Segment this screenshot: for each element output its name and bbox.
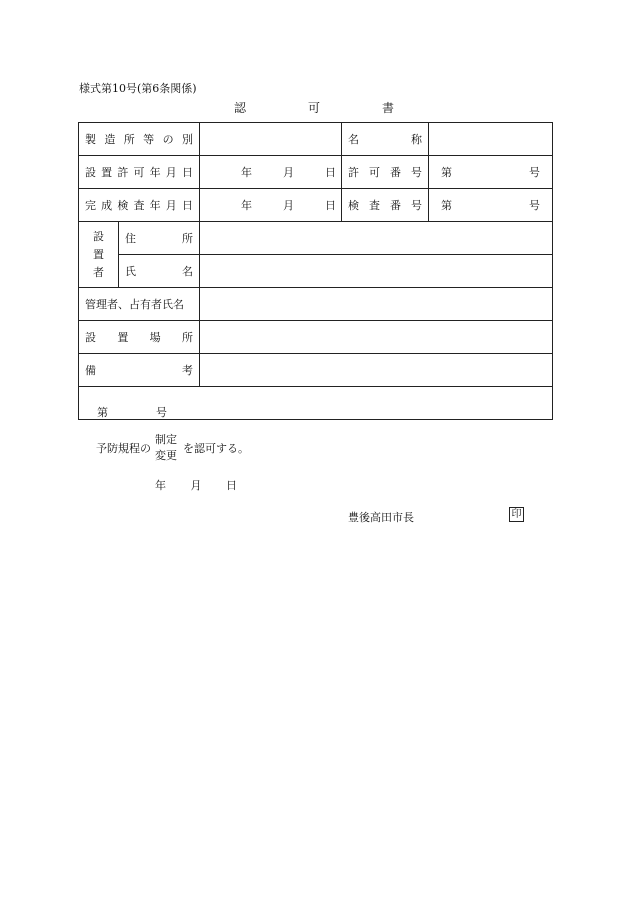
rule-options <box>155 432 177 464</box>
remarks-label: 備 考 <box>79 354 200 387</box>
factory-type-field[interactable] <box>200 123 342 156</box>
permit-number-field[interactable]: 第 号 <box>429 156 553 189</box>
document-title <box>234 99 394 116</box>
manager-label: 管理者、占有者氏名 <box>79 288 200 321</box>
rule-suffix: を認可する。 <box>183 442 249 455</box>
approval-number: 第 号 <box>97 406 167 419</box>
permit-form-table <box>78 122 553 524</box>
remarks-field[interactable] <box>200 354 553 387</box>
inspection-number-field[interactable]: 第 号 <box>429 189 553 222</box>
row-approval <box>79 387 553 420</box>
rule-option-enact: 制定 <box>155 433 177 446</box>
row-permit <box>79 156 553 189</box>
completion-date-field[interactable]: 年 月 日 <box>200 189 342 222</box>
installer-label: 設 置 者 <box>79 222 119 288</box>
approval-section <box>79 387 553 524</box>
location-field[interactable] <box>200 321 553 354</box>
mayor-title: 豊後高田市長 <box>348 511 414 524</box>
row-factory <box>79 123 553 156</box>
row-installer-name <box>79 255 553 288</box>
address-field[interactable] <box>200 222 553 255</box>
completion-date-label: 完 成 検 査 年 月 日 <box>79 189 200 222</box>
seal-mark: 印 <box>509 507 524 522</box>
row-manager <box>79 288 553 321</box>
row-completion <box>79 189 553 222</box>
form-number: 様式第10号(第6条関係) <box>79 82 197 95</box>
person-name-field[interactable] <box>200 255 553 288</box>
inspection-number-label: 検 査 番 号 <box>342 189 429 222</box>
location-label: 設 置 場 所 <box>79 321 200 354</box>
approval-date: 年 月 日 <box>155 479 237 492</box>
title-char: 認 <box>234 101 247 115</box>
permit-number-label: 許 可 番 号 <box>342 156 429 189</box>
permit-date-label: 設 置 許 可 年 月 日 <box>79 156 200 189</box>
name-field[interactable] <box>429 123 553 156</box>
row-remarks <box>79 354 553 387</box>
name-label: 名 称 <box>342 123 429 156</box>
row-installer-address <box>79 222 553 255</box>
approval-statement <box>96 432 249 464</box>
title-char: 書 <box>381 101 394 115</box>
rule-prefix: 予防規程の <box>96 442 151 455</box>
rule-option-change: 変更 <box>155 449 177 462</box>
manager-field[interactable] <box>200 288 553 321</box>
person-name-label: 氏 名 <box>119 255 200 288</box>
address-label: 住 所 <box>119 222 200 255</box>
factory-type-label: 製 造 所 等 の 別 <box>79 123 200 156</box>
row-location <box>79 321 553 354</box>
permit-date-field[interactable]: 年 月 日 <box>200 156 342 189</box>
title-char: 可 <box>307 101 320 115</box>
